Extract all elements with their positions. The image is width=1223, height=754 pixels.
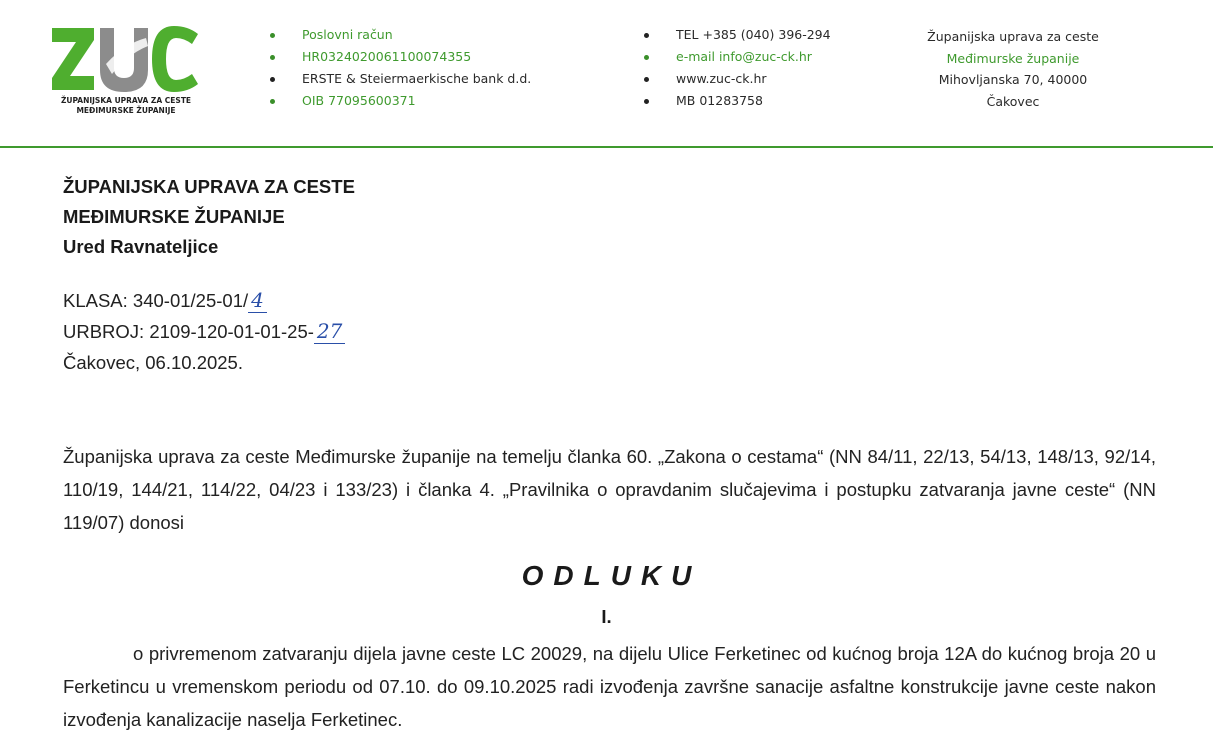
contact-info-column [642,24,831,112]
intro-paragraph: Županijska uprava za ceste Međimurske županije na temelju članka 60. „Zakona o cestama“ (NN 84/11, 22/13, 54/13, 148/13, 92/14, 110/19, 144/21, 114/22, 04/23 i 133/23) i članka 4. „Pravilnika o opravdanim slučajevima i postupku zatvaranja javne ceste“ (NN 119/07) donosi [63,446,1156,533]
klasa-handwritten-number: 4 [248,288,267,313]
bank-info-column [268,24,531,112]
email: e-mail info@zuc-ck.hr [642,46,831,68]
logo-subtitle-line2: MEĐIMURSKE ŽUPANIJE [76,106,176,115]
document-title: ODLUKU [521,560,702,591]
sender-block [63,172,355,262]
urbroj-handwritten-number: 27 [314,319,345,344]
mb-number: MB 01283758 [642,90,831,112]
urbroj-label: URBROJ: 2109-120-01-01-25- [63,321,314,342]
bank-name: ERSTE & Steiermaerkische bank d.d. [268,68,531,90]
decision-paragraph: o privremenom zatvaranju dijela javne ceste LC 20029, na dijelu Ulice Ferketinec od kućnog broja 12A do kućnog broja 20 u Ferketincu u vremenskom periodu od 07.10. do 09.10.2025 radi izvođenja završne sanacije asfaltne konstrukcije javne ceste nakon izvođenja kanalizacije naselja Ferketinec. [63,643,1156,730]
zuc-logo-icon [50,24,202,96]
section-number: I. [601,606,612,627]
logo-subtitle [46,96,206,116]
klasa-line [63,285,345,316]
address-org-name: Županijska uprava za ceste [927,29,1099,44]
sender-line2: MEĐIMURSKE ŽUPANIJE [63,206,285,227]
sender-line3: Ured Ravnateljice [63,236,219,257]
klasa-label: KLASA: 340-01/25-01/ [63,290,249,311]
address-county: Međimurske županije [946,50,1080,66]
phone: TEL +385 (040) 396-294 [642,24,831,46]
website: www.zuc-ck.hr [642,68,831,90]
address-street: Mihovljanska 70, 40000 [938,72,1088,87]
reference-block [63,285,345,378]
logo-subtitle-line1: ŽUPANIJSKA UPRAVA ZA CESTE [60,96,192,105]
bank-account-label: Poslovni račun [268,24,531,46]
header-divider [0,146,1213,148]
address-column [902,26,1124,112]
urbroj-line [63,316,345,347]
address-city: Čakovec [986,93,1040,109]
place-date: Čakovec, 06.10.2025. [63,352,243,373]
iban: HR0324020061100074355 [268,46,531,68]
oib: OIB 77095600371 [268,90,531,112]
sender-line1: ŽUPANIJSKA UPRAVA ZA CESTE [63,176,355,197]
